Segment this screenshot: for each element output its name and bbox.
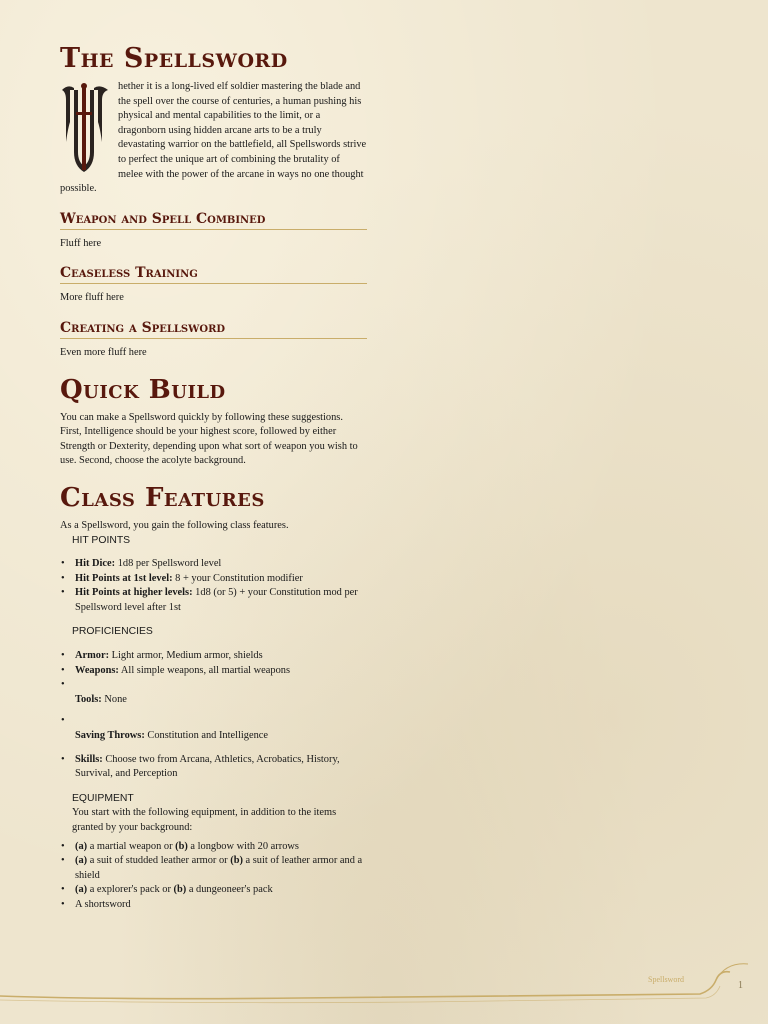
item-text: a explorer's pack or (87, 884, 174, 896)
main-column (60, 40, 367, 913)
quick-build-body: You can make a Spellsword quickly by following these suggestions. First, Intelligence should be your highest score, followed by either Strength or Dexterity, depending upon what sort of weapon you wish to use. Second, choose the acolyte background. (60, 411, 358, 467)
item-text: A shortsword (75, 898, 131, 910)
quick-build-heading: Quick Build (60, 374, 226, 405)
intro-paragraph (60, 80, 367, 197)
list-item (60, 854, 367, 883)
section-heading-weapon-spell: Weapon and Spell Combined (60, 211, 367, 230)
list-item (60, 840, 367, 855)
section-body-creating: Even more fluff here (60, 346, 147, 358)
dropcap-letter-w (60, 82, 110, 174)
item-text: a suit of studded leather armor or (87, 855, 231, 867)
equipment-list (60, 840, 367, 913)
option-letter: (b) (173, 884, 187, 896)
list-item: • Saving Throws: Constitution and Intelligence (60, 714, 367, 743)
section-body-ceaseless-training: More fluff here (60, 292, 124, 304)
section-heading-creating: Creating a Spellsword (60, 320, 367, 339)
hit-points-label: HIT POINTS (72, 534, 131, 546)
page-title: The Spellsword (60, 43, 288, 74)
list-item: • Weapons: All simple weapons, all martial weapons (60, 664, 367, 679)
option-letter: (a) (75, 884, 88, 896)
list-item (60, 883, 367, 898)
option-letter: (a) (75, 840, 88, 852)
item-text: a dungeoneer's pack (186, 884, 273, 896)
intro-text: hether it is a long-lived elf soldier mastering the blade and the spell over the course of centuries, a human pushing his physical and mental capabilities to the limit, or a dragonborn using hidden arcane arts to be a truly devastating warrior on the battlefield, all Spellswords strive to perfect the unique art of combining the brutality of melee with the power of the arcane in ways no one thought possible. (60, 81, 367, 195)
lore-sections (60, 211, 367, 361)
section-body-weapon-spell: Fluff here (60, 237, 102, 249)
equipment-intro: You start with the following equipment, in addition to the items granted by your background: (72, 807, 337, 833)
hit-points-list (60, 557, 367, 615)
list-item: • Skills: Choose two from Arcana, Athletics, Acrobatics, History, Survival, and Perception (60, 753, 367, 782)
proficiencies-list (60, 649, 367, 782)
list-item: • Hit Points at higher levels: 1d8 (or 5) + your Constitution mod per Spellsword level after 1st (60, 586, 367, 615)
list-item: • Hit Points at 1st level: 8 + your Constitution modifier (60, 572, 367, 587)
proficiencies-label: PROFICIENCIES (72, 626, 153, 638)
item-text: a longbow with 20 arrows (187, 840, 299, 852)
list-item (60, 898, 367, 913)
option-letter: (b) (175, 840, 188, 852)
item-text: a suit of leather armor and a shield (75, 855, 363, 881)
item-text: a martial weapon or (87, 840, 176, 852)
footer-label: Spellsword (648, 975, 684, 984)
equipment-label: EQUIPMENT (72, 792, 134, 804)
list-item: • Armor: Light armor, Medium armor, shields (60, 649, 367, 664)
class-features-intro: As a Spellsword, you gain the following class features. (60, 519, 289, 531)
class-features-heading: Class Features (60, 482, 265, 513)
section-heading-ceaseless-training: Ceaseless Training (60, 265, 367, 284)
page-number: 1 (738, 980, 743, 991)
option-letter: (b) (230, 855, 243, 867)
footer-ornament (0, 950, 768, 1024)
option-letter: (a) (75, 855, 88, 867)
list-item: • Hit Dice: 1d8 per Spellsword level (60, 557, 367, 572)
list-item: • Tools: None (60, 678, 367, 707)
